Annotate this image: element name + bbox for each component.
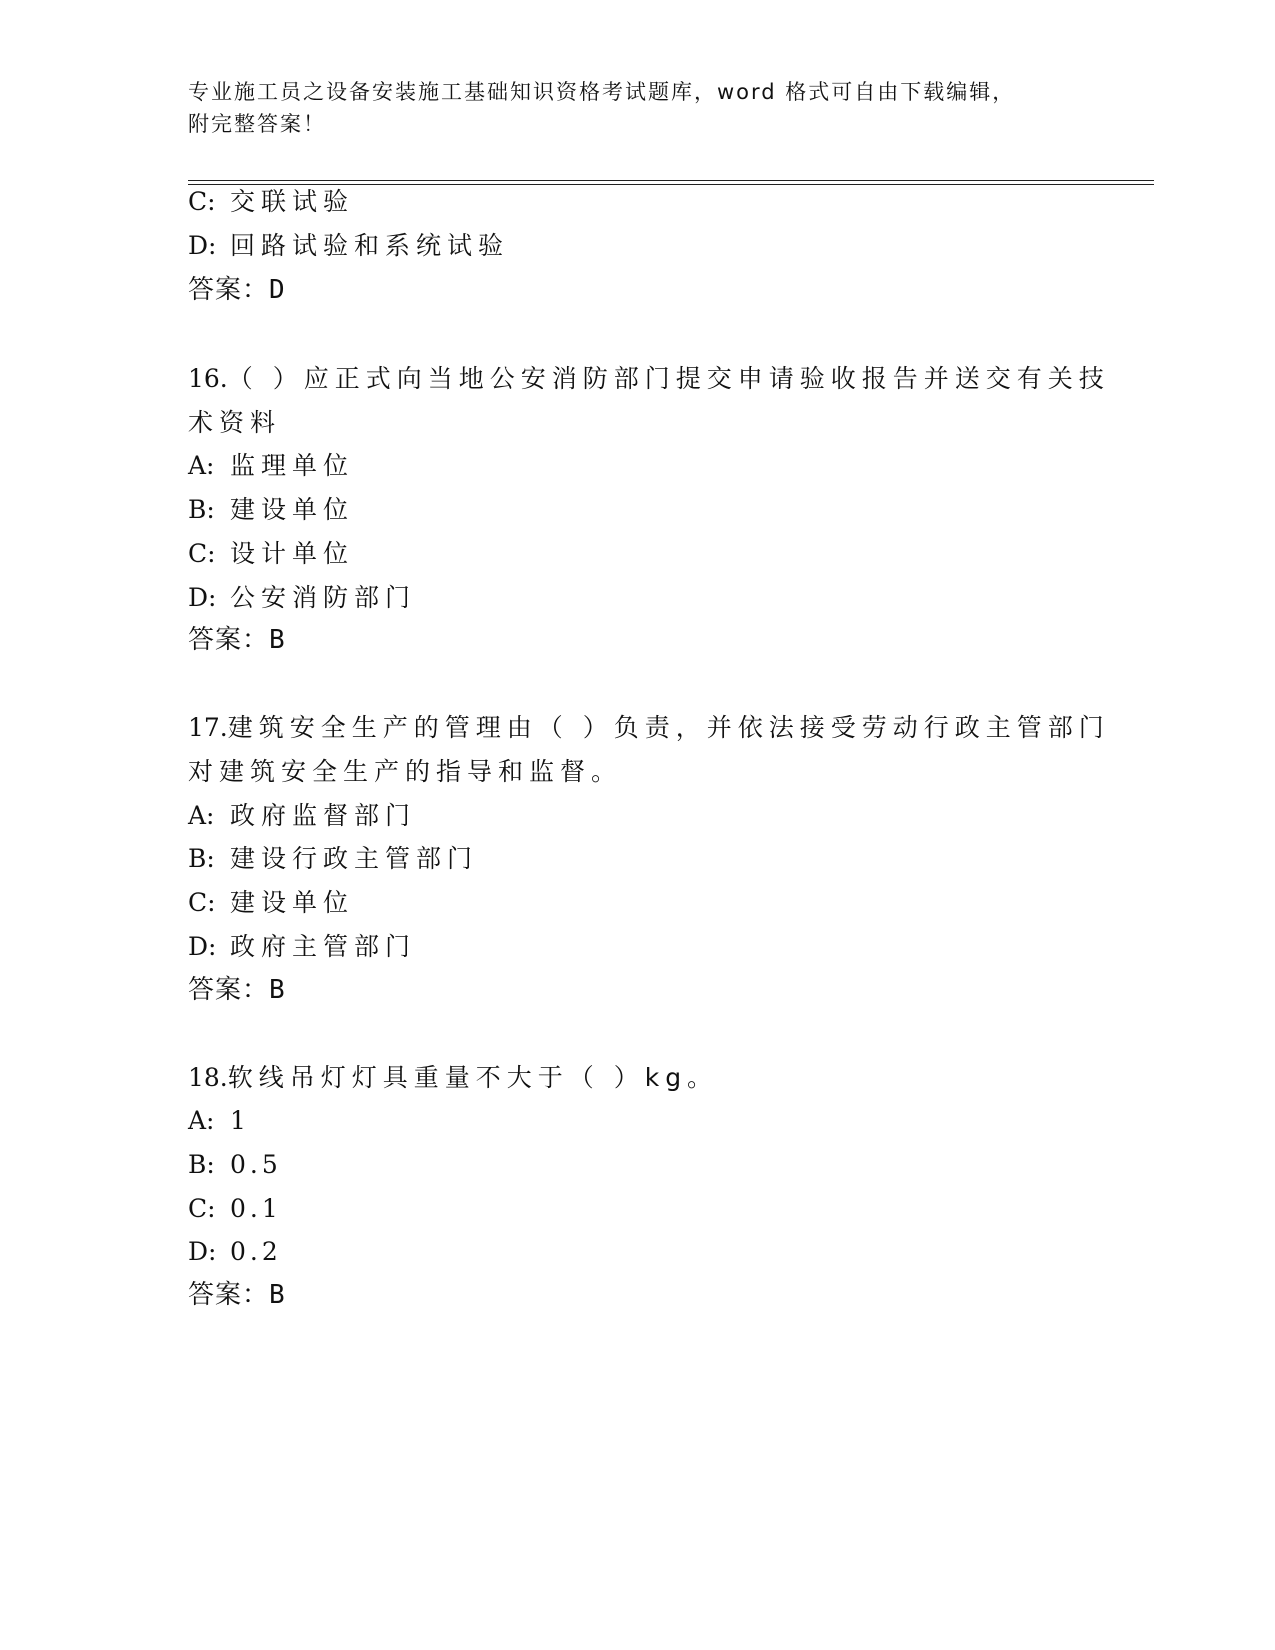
q16-answer bbox=[188, 624, 286, 656]
option-text: 政府主管部门 bbox=[230, 932, 417, 961]
option-text: 建设单位 bbox=[230, 495, 355, 524]
option-text: 政府监督部门 bbox=[230, 801, 417, 830]
question-number: 18. bbox=[188, 1063, 228, 1092]
q18-question-line-1 bbox=[188, 1062, 718, 1094]
option-text: 设计单位 bbox=[230, 539, 355, 568]
q17-option-b bbox=[188, 843, 478, 875]
q17-question-line-2 bbox=[188, 756, 622, 788]
question-text: 术资料 bbox=[188, 408, 282, 437]
q16-option-d bbox=[188, 582, 416, 614]
option-text: 建设行政主管部门 bbox=[230, 844, 479, 873]
question-number: 17. bbox=[188, 713, 228, 742]
q15-option-d bbox=[188, 230, 509, 262]
q17-answer bbox=[188, 974, 286, 1006]
q18-answer bbox=[188, 1279, 286, 1311]
option-text: 0.5 bbox=[230, 1150, 282, 1179]
header-line-1: 专业施工员之设备安装施工基础知识资格考试题库，word 格式可自由下载编辑， bbox=[188, 80, 1016, 104]
header-divider-top bbox=[188, 180, 1154, 181]
option-text: 公安消防部门 bbox=[230, 583, 417, 612]
q15-option-c bbox=[188, 186, 354, 218]
option-label: D: bbox=[188, 1237, 217, 1266]
q17-option-d bbox=[188, 931, 416, 963]
answer-value: B bbox=[269, 975, 286, 1005]
option-label: A: bbox=[188, 1106, 215, 1135]
q16-question-line-1 bbox=[188, 363, 1110, 395]
answer-value: B bbox=[269, 1280, 286, 1310]
option-label: C: bbox=[188, 187, 216, 216]
q16-option-a bbox=[188, 450, 354, 482]
option-label: D: bbox=[188, 583, 217, 612]
q17-question-line-1 bbox=[188, 712, 1110, 744]
q18-option-d bbox=[188, 1236, 282, 1268]
question-number: 16. bbox=[188, 364, 228, 393]
answer-value: D bbox=[269, 275, 286, 305]
answer-label: 答案： bbox=[188, 275, 270, 305]
option-label: C: bbox=[188, 539, 216, 568]
q17-option-a bbox=[188, 800, 416, 832]
option-text: 0.2 bbox=[230, 1237, 282, 1266]
question-text: （ ）应正式向当地公安消防部门提交申请验收报告并送交有关技 bbox=[227, 364, 1110, 393]
q15-answer bbox=[188, 274, 286, 306]
q16-option-b bbox=[188, 494, 354, 526]
q18-option-b bbox=[188, 1149, 282, 1181]
document-header bbox=[188, 76, 1088, 140]
option-label: A: bbox=[188, 801, 215, 830]
answer-label: 答案： bbox=[188, 625, 270, 655]
header-line-2: 附完整答案！ bbox=[188, 112, 326, 136]
question-text: 软线吊灯灯具重量不大于（ ）kg。 bbox=[227, 1063, 719, 1092]
option-text: 监理单位 bbox=[230, 451, 355, 480]
option-text: 交联试验 bbox=[230, 187, 355, 216]
option-label: B: bbox=[188, 1150, 215, 1179]
option-text: 回路试验和系统试验 bbox=[230, 231, 510, 260]
answer-value: B bbox=[269, 625, 286, 655]
option-text: 0.1 bbox=[230, 1194, 282, 1223]
option-text: 1 bbox=[230, 1106, 250, 1135]
answer-label: 答案： bbox=[188, 1280, 270, 1310]
option-label: D: bbox=[188, 231, 217, 260]
option-label: D: bbox=[188, 932, 217, 961]
q18-option-c bbox=[188, 1193, 282, 1225]
q18-option-a bbox=[188, 1105, 250, 1137]
option-label: C: bbox=[188, 1194, 216, 1223]
option-label: A: bbox=[188, 451, 215, 480]
option-label: B: bbox=[188, 495, 215, 524]
option-text: 建设单位 bbox=[230, 888, 355, 917]
question-text: 对建筑安全生产的指导和监督。 bbox=[188, 757, 623, 786]
answer-label: 答案： bbox=[188, 975, 270, 1005]
option-label: C: bbox=[188, 888, 216, 917]
q16-question-line-2 bbox=[188, 407, 281, 439]
q17-option-c bbox=[188, 887, 354, 919]
question-text: 建筑安全生产的管理由（ ）负责，并依法接受劳动行政主管部门 bbox=[227, 713, 1110, 742]
header-divider-bottom bbox=[188, 184, 1154, 185]
q16-option-c bbox=[188, 538, 354, 570]
option-label: B: bbox=[188, 844, 215, 873]
